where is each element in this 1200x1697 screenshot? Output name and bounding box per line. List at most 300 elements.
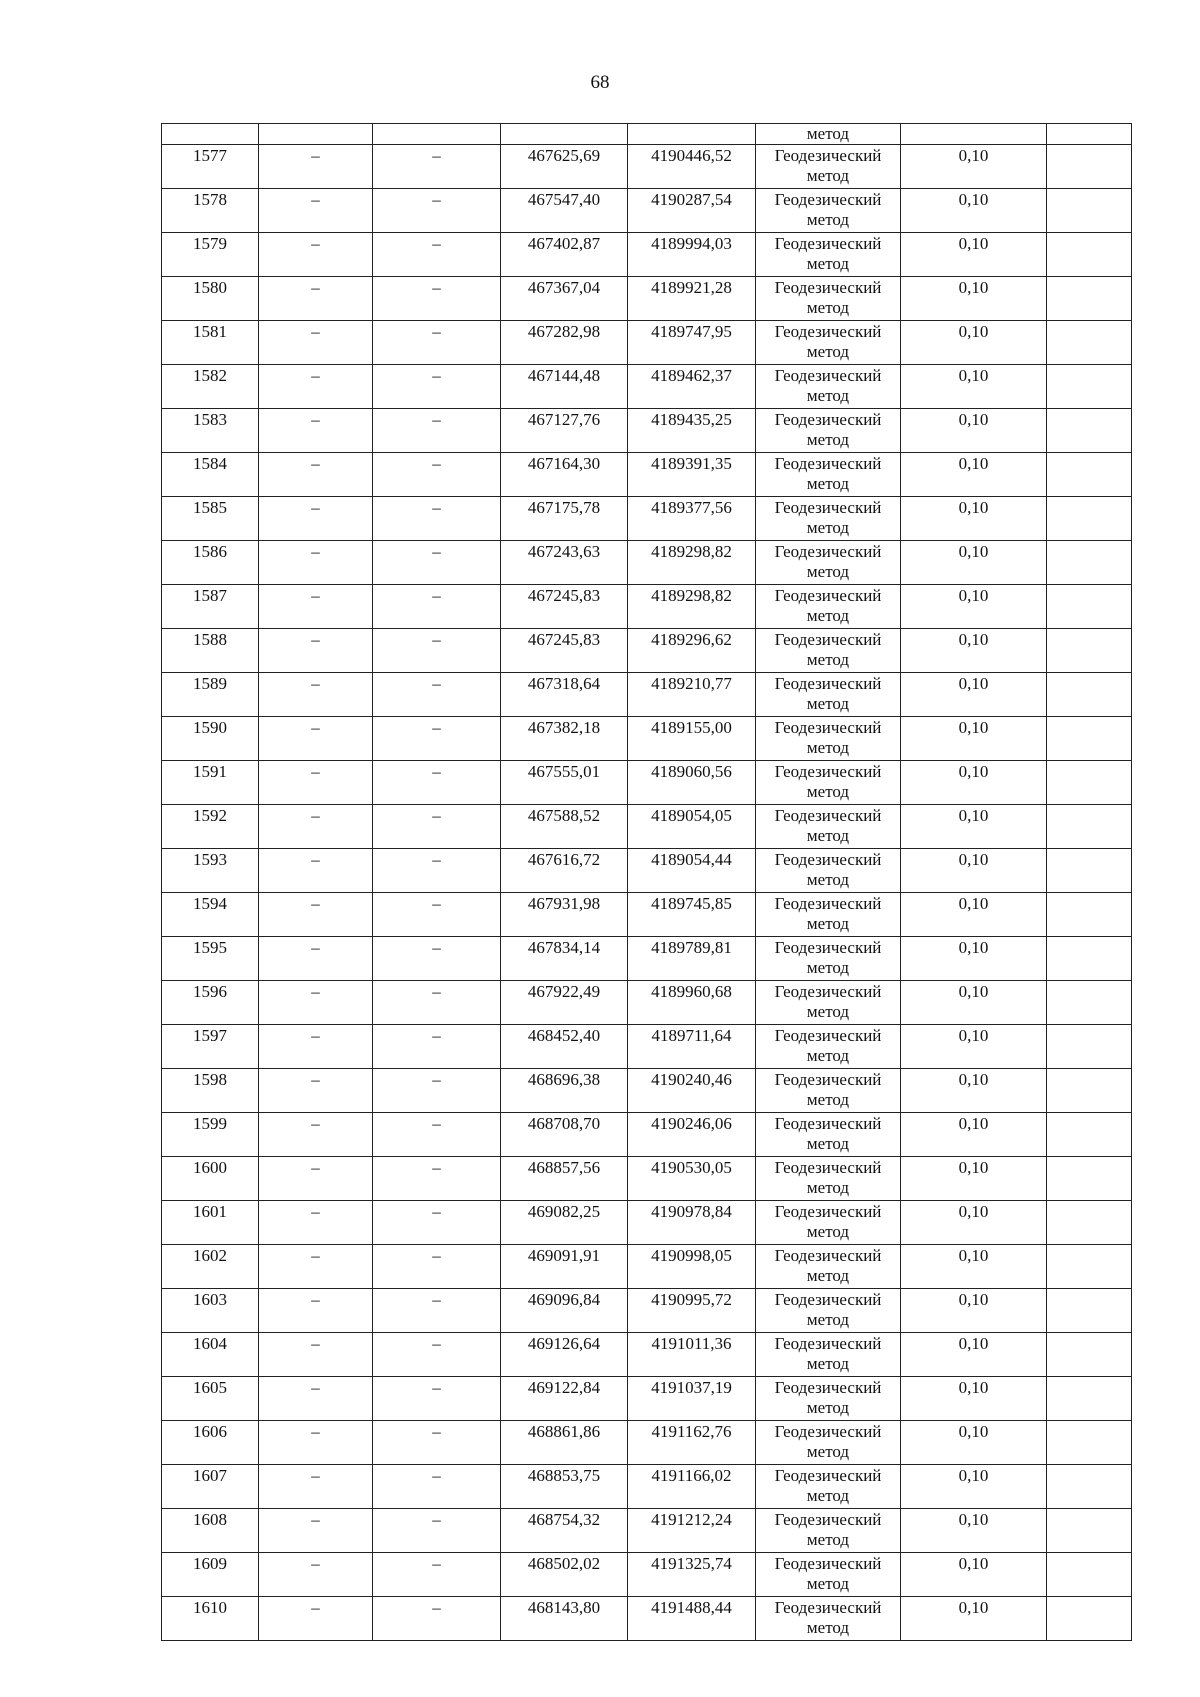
method-line-1: Геодезический	[774, 190, 882, 209]
cell-x	[501, 124, 628, 145]
method-line-2: метод	[806, 1134, 850, 1153]
table-row	[162, 233, 1132, 277]
cell-accuracy: 0,10	[901, 189, 1047, 233]
cell-col-2: –	[259, 409, 373, 453]
cell-extra	[1047, 761, 1132, 805]
cell-col-3: –	[373, 673, 501, 717]
cell-extra	[1047, 629, 1132, 673]
cell-accuracy: 0,10	[901, 1553, 1047, 1597]
cell-col-2: –	[259, 1377, 373, 1421]
cell-number: 1591	[162, 761, 259, 805]
cell-x: 467245,83	[501, 629, 628, 673]
cell-method: метод	[756, 124, 901, 145]
cell-col-2: –	[259, 321, 373, 365]
table-row	[162, 585, 1132, 629]
cell-col-2: –	[259, 1509, 373, 1553]
cell-col-2: –	[259, 761, 373, 805]
cell-col-3: –	[373, 1597, 501, 1641]
cell-accuracy: 0,10	[901, 541, 1047, 585]
cell-method	[756, 1245, 901, 1289]
method-line-2: метод	[806, 562, 850, 581]
method-line-2: метод	[806, 386, 850, 405]
cell-y: 4190978,84	[628, 1201, 756, 1245]
cell-number	[162, 124, 259, 145]
cell-number: 1604	[162, 1333, 259, 1377]
cell-extra	[1047, 1201, 1132, 1245]
method-line-2: метод	[806, 1398, 850, 1417]
method-line-1: Геодезический	[774, 982, 882, 1001]
method-line-2: метод	[806, 166, 850, 185]
method-line-1: Геодезический	[774, 850, 882, 869]
cell-method	[756, 145, 901, 189]
cell-method	[756, 541, 901, 585]
cell-number: 1594	[162, 893, 259, 937]
cell-x: 468502,02	[501, 1553, 628, 1597]
cell-col-2: –	[259, 497, 373, 541]
cell-number: 1585	[162, 497, 259, 541]
table-row	[162, 1113, 1132, 1157]
method-line-2: метод	[806, 870, 850, 889]
method-line-1: Геодезический	[774, 410, 882, 429]
cell-x: 468708,70	[501, 1113, 628, 1157]
cell-extra	[1047, 585, 1132, 629]
cell-x: 467382,18	[501, 717, 628, 761]
cell-y: 4189296,62	[628, 629, 756, 673]
method-line-1: Геодезический	[774, 278, 882, 297]
cell-accuracy: 0,10	[901, 717, 1047, 761]
cell-x: 468143,80	[501, 1597, 628, 1641]
cell-method	[756, 673, 901, 717]
cell-accuracy: 0,10	[901, 1377, 1047, 1421]
cell-accuracy: 0,10	[901, 233, 1047, 277]
table-row	[162, 937, 1132, 981]
table-row	[162, 145, 1132, 189]
method-line-1: Геодезический	[774, 674, 882, 693]
cell-accuracy: 0,10	[901, 321, 1047, 365]
cell-extra	[1047, 453, 1132, 497]
cell-number: 1598	[162, 1069, 259, 1113]
cell-col-2: –	[259, 585, 373, 629]
cell-method	[756, 1289, 901, 1333]
cell-method	[756, 1025, 901, 1069]
cell-col-2: –	[259, 365, 373, 409]
cell-y: 4189745,85	[628, 893, 756, 937]
cell-col-2: –	[259, 1201, 373, 1245]
cell-x: 468452,40	[501, 1025, 628, 1069]
cell-number: 1605	[162, 1377, 259, 1421]
cell-number: 1583	[162, 409, 259, 453]
cell-method	[756, 321, 901, 365]
method-line-2: метод	[806, 1266, 850, 1285]
cell-y: 4189155,00	[628, 717, 756, 761]
method-line-2: метод	[806, 1222, 850, 1241]
cell-accuracy: 0,10	[901, 1289, 1047, 1333]
cell-y: 4191325,74	[628, 1553, 756, 1597]
cell-col-3: –	[373, 1465, 501, 1509]
cell-y: 4189298,82	[628, 585, 756, 629]
method-line-1: Геодезический	[774, 718, 882, 737]
cell-accuracy: 0,10	[901, 673, 1047, 717]
cell-accuracy: 0,10	[901, 145, 1047, 189]
method-line-2: метод	[806, 210, 850, 229]
cell-accuracy: 0,10	[901, 1509, 1047, 1553]
cell-method	[756, 761, 901, 805]
cell-x: 468861,86	[501, 1421, 628, 1465]
cell-x: 467318,64	[501, 673, 628, 717]
cell-extra	[1047, 1245, 1132, 1289]
cell-x: 468853,75	[501, 1465, 628, 1509]
cell-accuracy: 0,10	[901, 1597, 1047, 1641]
cell-y: 4189391,35	[628, 453, 756, 497]
method-line-1: Геодезический	[774, 1422, 882, 1441]
cell-col-2: –	[259, 893, 373, 937]
table-row	[162, 849, 1132, 893]
cell-number: 1600	[162, 1157, 259, 1201]
cell-number: 1602	[162, 1245, 259, 1289]
cell-x: 467402,87	[501, 233, 628, 277]
cell-accuracy: 0,10	[901, 1245, 1047, 1289]
cell-col-3: –	[373, 233, 501, 277]
cell-method	[756, 1465, 901, 1509]
method-line-1: Геодезический	[774, 1070, 882, 1089]
cell-col-2: –	[259, 937, 373, 981]
cell-x: 467367,04	[501, 277, 628, 321]
cell-method	[756, 805, 901, 849]
cell-method	[756, 1333, 901, 1377]
table-row	[162, 321, 1132, 365]
cell-y: 4191166,02	[628, 1465, 756, 1509]
cell-accuracy: 0,10	[901, 365, 1047, 409]
cell-y: 4189994,03	[628, 233, 756, 277]
cell-y: 4189054,05	[628, 805, 756, 849]
cell-col-3: –	[373, 365, 501, 409]
cell-accuracy: 0,10	[901, 1333, 1047, 1377]
cell-extra	[1047, 409, 1132, 453]
method-line-1: Геодезический	[774, 1114, 882, 1133]
cell-extra	[1047, 673, 1132, 717]
cell-col-2: –	[259, 1245, 373, 1289]
cell-x: 468754,32	[501, 1509, 628, 1553]
table-row	[162, 1465, 1132, 1509]
method-line-2: метод	[806, 1486, 850, 1505]
cell-extra	[1047, 497, 1132, 541]
method-line-1: Геодезический	[774, 1378, 882, 1397]
cell-col-3: –	[373, 629, 501, 673]
method-line-2: метод	[806, 1574, 850, 1593]
cell-number: 1610	[162, 1597, 259, 1641]
cell-number: 1588	[162, 629, 259, 673]
cell-accuracy: 0,10	[901, 585, 1047, 629]
cell-x: 469091,91	[501, 1245, 628, 1289]
cell-col-3: –	[373, 1113, 501, 1157]
method-line-1: Геодезический	[774, 1026, 882, 1045]
cell-y: 4190995,72	[628, 1289, 756, 1333]
cell-extra	[1047, 1113, 1132, 1157]
cell-method	[756, 277, 901, 321]
table-row	[162, 1509, 1132, 1553]
cell-x: 467555,01	[501, 761, 628, 805]
cell-col-3: –	[373, 453, 501, 497]
cell-accuracy: 0,10	[901, 761, 1047, 805]
method-line-2: метод	[806, 914, 850, 933]
table-row	[162, 1157, 1132, 1201]
cell-col-3: –	[373, 1553, 501, 1597]
cell-accuracy: 0,10	[901, 629, 1047, 673]
cell-col-2: –	[259, 1333, 373, 1377]
cell-method	[756, 189, 901, 233]
cell-method	[756, 453, 901, 497]
cell-extra	[1047, 1553, 1132, 1597]
method-line-1: Геодезический	[774, 234, 882, 253]
method-line-2: метод	[806, 430, 850, 449]
cell-col-2: –	[259, 1465, 373, 1509]
method-line-2: метод	[806, 782, 850, 801]
cell-col-2: –	[259, 1025, 373, 1069]
cell-number: 1590	[162, 717, 259, 761]
cell-x: 468857,56	[501, 1157, 628, 1201]
cell-method	[756, 497, 901, 541]
cell-col-2: –	[259, 453, 373, 497]
method-line-1: Геодезический	[774, 454, 882, 473]
cell-accuracy: 0,10	[901, 1421, 1047, 1465]
cell-extra	[1047, 893, 1132, 937]
cell-number: 1607	[162, 1465, 259, 1509]
cell-number: 1580	[162, 277, 259, 321]
cell-extra	[1047, 321, 1132, 365]
cell-x: 467245,83	[501, 585, 628, 629]
cell-method	[756, 1157, 901, 1201]
cell-col-3: –	[373, 277, 501, 321]
method-line-2: метод	[806, 1090, 850, 1109]
cell-method	[756, 365, 901, 409]
cell-number: 1601	[162, 1201, 259, 1245]
cell-number: 1581	[162, 321, 259, 365]
cell-number: 1595	[162, 937, 259, 981]
table-row	[162, 1025, 1132, 1069]
cell-extra	[1047, 717, 1132, 761]
cell-accuracy: 0,10	[901, 1025, 1047, 1069]
table-row	[162, 277, 1132, 321]
cell-accuracy: 0,10	[901, 453, 1047, 497]
cell-y: 4191037,19	[628, 1377, 756, 1421]
table-row	[162, 409, 1132, 453]
cell-number: 1603	[162, 1289, 259, 1333]
cell-extra	[1047, 365, 1132, 409]
cell-y: 4189054,44	[628, 849, 756, 893]
table-row	[162, 1377, 1132, 1421]
table-row	[162, 1421, 1132, 1465]
cell-method	[756, 233, 901, 277]
method-line-2: метод	[806, 298, 850, 317]
cell-extra	[1047, 541, 1132, 585]
cell-x: 469096,84	[501, 1289, 628, 1333]
cell-col-2: –	[259, 541, 373, 585]
cell-extra	[1047, 805, 1132, 849]
table-row	[162, 497, 1132, 541]
table-row	[162, 981, 1132, 1025]
cell-method	[756, 1597, 901, 1641]
table-row	[162, 541, 1132, 585]
method-line-2: метод	[806, 958, 850, 977]
cell-col-2: –	[259, 1157, 373, 1201]
cell-number: 1577	[162, 145, 259, 189]
cell-accuracy: 0,10	[901, 1157, 1047, 1201]
cell-x: 467164,30	[501, 453, 628, 497]
cell-accuracy: 0,10	[901, 1069, 1047, 1113]
cell-x: 467834,14	[501, 937, 628, 981]
cell-y: 4189711,64	[628, 1025, 756, 1069]
cell-y: 4189921,28	[628, 277, 756, 321]
table-row	[162, 1201, 1132, 1245]
method-line-2: метод	[806, 1310, 850, 1329]
cell-extra	[1047, 277, 1132, 321]
cell-extra	[1047, 233, 1132, 277]
cell-col-2: –	[259, 629, 373, 673]
cell-y: 4191488,44	[628, 1597, 756, 1641]
cell-col-3: –	[373, 717, 501, 761]
method-line-2: метод	[806, 606, 850, 625]
method-line-2: метод	[806, 826, 850, 845]
cell-y: 4190287,54	[628, 189, 756, 233]
table-row	[162, 1553, 1132, 1597]
cell-x: 467547,40	[501, 189, 628, 233]
cell-col-2: –	[259, 277, 373, 321]
cell-number: 1608	[162, 1509, 259, 1553]
cell-col-3: –	[373, 585, 501, 629]
method-line-1: Геодезический	[774, 938, 882, 957]
method-line-1: Геодезический	[774, 1598, 882, 1617]
cell-number: 1586	[162, 541, 259, 585]
method-line-1: Геодезический	[774, 1158, 882, 1177]
cell-col-3: –	[373, 761, 501, 805]
cell-x: 467127,76	[501, 409, 628, 453]
table-row	[162, 1333, 1132, 1377]
cell-col-2: –	[259, 981, 373, 1025]
table-row	[162, 1289, 1132, 1333]
cell-col-3: –	[373, 1377, 501, 1421]
cell-extra	[1047, 849, 1132, 893]
method-line-1: Геодезический	[774, 366, 882, 385]
cell-x: 469082,25	[501, 1201, 628, 1245]
cell-x: 467922,49	[501, 981, 628, 1025]
cell-extra	[1047, 124, 1132, 145]
cell-accuracy: 0,10	[901, 1465, 1047, 1509]
cell-y: 4189960,68	[628, 981, 756, 1025]
cell-method	[756, 1377, 901, 1421]
cell-accuracy: 0,10	[901, 497, 1047, 541]
cell-accuracy: 0,10	[901, 937, 1047, 981]
cell-accuracy: 0,10	[901, 893, 1047, 937]
cell-number: 1606	[162, 1421, 259, 1465]
cell-extra	[1047, 1069, 1132, 1113]
coordinates-table	[161, 123, 1132, 1641]
cell-number: 1589	[162, 673, 259, 717]
method-line-1: Геодезический	[774, 1466, 882, 1485]
cell-col-3: –	[373, 497, 501, 541]
table-row	[162, 629, 1132, 673]
table-row	[162, 453, 1132, 497]
cell-method	[756, 1553, 901, 1597]
cell-x: 467243,63	[501, 541, 628, 585]
cell-col-3: –	[373, 1201, 501, 1245]
method-line-1: Геодезический	[774, 1510, 882, 1529]
method-line-1: Геодезический	[774, 498, 882, 517]
cell-col-2: –	[259, 1421, 373, 1465]
cell-col-3: –	[373, 189, 501, 233]
cell-accuracy: 0,10	[901, 849, 1047, 893]
cell-method	[756, 717, 901, 761]
method-line-1: Геодезический	[774, 1554, 882, 1573]
cell-extra	[1047, 1025, 1132, 1069]
cell-y: 4190998,05	[628, 1245, 756, 1289]
cell-col-3: –	[373, 321, 501, 365]
method-line-1: Геодезический	[774, 630, 882, 649]
table-row	[162, 365, 1132, 409]
method-line-2: метод	[806, 254, 850, 273]
method-line-1: Геодезический	[774, 586, 882, 605]
table-row	[162, 1245, 1132, 1289]
cell-col-3: –	[373, 849, 501, 893]
cell-y: 4189435,25	[628, 409, 756, 453]
cell-x: 468696,38	[501, 1069, 628, 1113]
cell-method	[756, 1421, 901, 1465]
cell-extra	[1047, 189, 1132, 233]
cell-col-3: –	[373, 1157, 501, 1201]
cell-number: 1582	[162, 365, 259, 409]
cell-col-2: –	[259, 673, 373, 717]
cell-extra	[1047, 1333, 1132, 1377]
cell-extra	[1047, 145, 1132, 189]
cell-method	[756, 981, 901, 1025]
cell-x: 467588,52	[501, 805, 628, 849]
cell-col-3: –	[373, 1289, 501, 1333]
cell-number: 1578	[162, 189, 259, 233]
cell-col-3: –	[373, 1509, 501, 1553]
cell-x: 467625,69	[501, 145, 628, 189]
cell-col-2: –	[259, 145, 373, 189]
method-line-2: метод	[806, 1618, 850, 1637]
method-line-1: Геодезический	[774, 542, 882, 561]
cell-x: 467175,78	[501, 497, 628, 541]
cell-method	[756, 893, 901, 937]
cell-accuracy	[901, 124, 1047, 145]
cell-col-3: –	[373, 1025, 501, 1069]
cell-col-3: –	[373, 1069, 501, 1113]
cell-y	[628, 124, 756, 145]
method-line-1: Геодезический	[774, 322, 882, 341]
method-line-1: Геодезический	[774, 806, 882, 825]
method-line-1: Геодезический	[774, 762, 882, 781]
cell-col-3: –	[373, 145, 501, 189]
cell-accuracy: 0,10	[901, 409, 1047, 453]
table-row	[162, 893, 1132, 937]
table-row	[162, 805, 1132, 849]
cell-col-2: –	[259, 1597, 373, 1641]
cell-method	[756, 1069, 901, 1113]
cell-accuracy: 0,10	[901, 1201, 1047, 1245]
cell-col-2: –	[259, 1553, 373, 1597]
table-body	[162, 124, 1132, 1641]
cell-number: 1587	[162, 585, 259, 629]
cell-col-2	[259, 124, 373, 145]
cell-col-2: –	[259, 1113, 373, 1157]
continuation-row	[162, 124, 1132, 145]
page-number: 68	[590, 72, 610, 93]
cell-col-2: –	[259, 1069, 373, 1113]
cell-extra	[1047, 1509, 1132, 1553]
method-line-2: метод	[806, 518, 850, 537]
cell-col-2: –	[259, 849, 373, 893]
